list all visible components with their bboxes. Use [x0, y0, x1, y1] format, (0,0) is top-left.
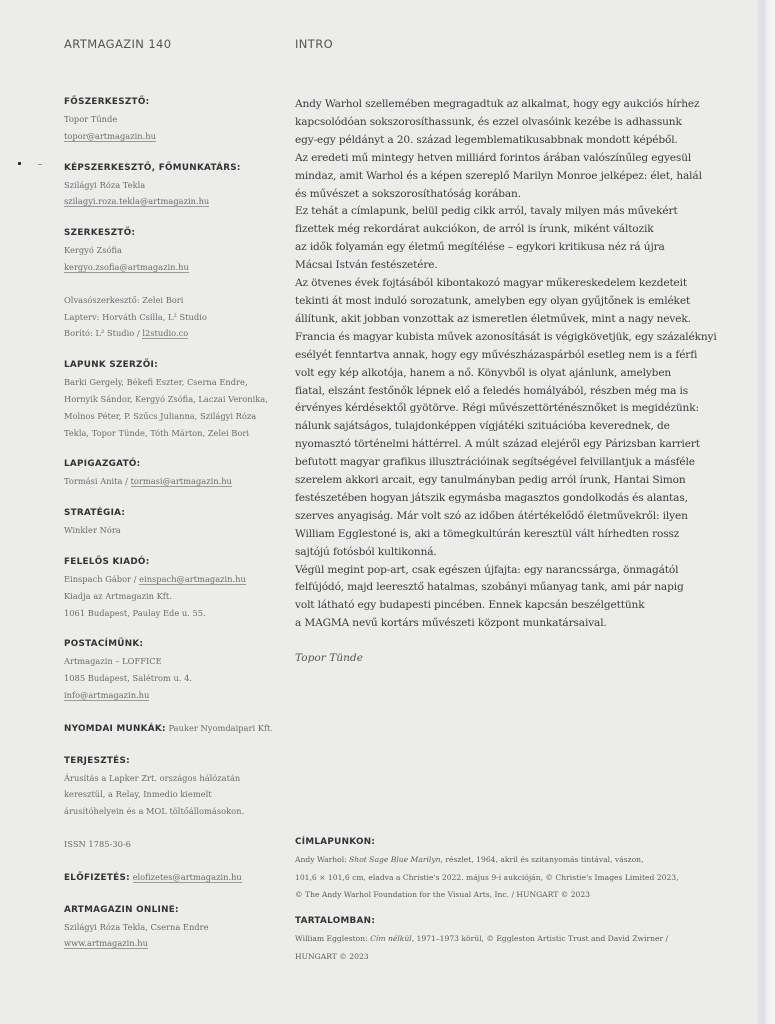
section-title: SZERKESZTŐ:: [64, 228, 136, 239]
intro-line: fiatal, elszánt festőnők lépnek elő a feledés homályából, részben még ma is: [295, 384, 689, 397]
intro-line: festészetében hogyan játszik egymásba magasztos gondolkodás és alantas,: [295, 491, 688, 504]
copy-editor-line: Olvasószerkesztő: Zelei Bori: [64, 294, 184, 305]
intro-article: [295, 96, 725, 664]
section-title: POSTACÍMÜNK:: [64, 639, 144, 650]
person-name: Winkler Nóra: [64, 525, 121, 536]
intro-line: szerves anyagiság. Már volt szó az időben átértékelődő életművekről: ilyen: [295, 509, 688, 522]
person-name: Tormási Anita /: [64, 476, 131, 487]
intro-line: Végül megint pop-art, csak egészen újfajta: egy narancssárga, önmagától: [295, 563, 679, 576]
intro-line: Mácsai István festészetére.: [295, 259, 438, 272]
intro-line: Ez tehát a címlapunk, belül pedig cikk arról, tavaly milyen más művekért: [295, 205, 678, 218]
masthead-director: [64, 457, 294, 490]
credit-line: © The Andy Warhol Foundation for the Visual Arts, Inc. / HUNGART © 2023: [295, 890, 591, 899]
intro-line: esélyét fenntartva annak, hogy egy művészházaspárból esetleg nem is a férfi: [295, 348, 698, 361]
cover-design-line: [64, 325, 294, 342]
masthead-editor-in-chief: [64, 95, 294, 145]
credit-details: , 1971–1973 körül, © Eggleston Artistic Trust and David Zwirner /: [411, 934, 669, 943]
author-signature: Topor Tünde: [295, 652, 363, 665]
page-spine-shadow: [757, 0, 775, 1024]
masthead-distribution: [64, 754, 294, 820]
intro-line: az idők folyamán egy életmű megítélése – egykori kritikusa néz rá újra: [295, 241, 665, 254]
section-title: TERJESZTÉS:: [64, 755, 130, 766]
authors-line: Hornyik Sándor, Kergyó Zsófia, Laczai Veronika,: [64, 393, 268, 404]
distribution-line: árusítóhelyein és a MOL töltőállomásokon.: [64, 806, 245, 817]
intro-line: Az eredeti mű mintegy hetven milliárd forintos árában valószínűleg egyesül: [295, 151, 692, 164]
section-title: TARTALOMBAN:: [295, 916, 376, 926]
intro-line: sajtójú fotósból kultikonná.: [295, 545, 437, 558]
intro-line: egy-egy példányt a 20. század legemblematikusabbnak mondott képéből.: [295, 133, 678, 146]
intro-line: Andy Warhol szellemében megragadtuk az alkalmat, hogy egy aukciós hírhez: [295, 98, 700, 110]
artwork-title: Cím nélkül: [370, 934, 412, 943]
section-title: LAPUNK SZERZŐI:: [64, 360, 158, 371]
issn: ISSN 1785-30-6: [64, 838, 131, 849]
section-title: LAPIGAZGATÓ:: [64, 459, 141, 470]
intro-line: érvényes kérdésektől gyötörve. Régi művészettörténésznőket is megidézünk:: [295, 402, 699, 415]
cover-credits: [295, 835, 735, 904]
intro-body: [295, 96, 725, 633]
masthead-online: [64, 903, 294, 953]
cover-design-label: Borító: L² Studio /: [64, 328, 143, 339]
artwork-title: Shot Sage Blue Marilyn: [349, 855, 441, 864]
intro-line: mindaz, amit Warhol és a képen szereplő Marilyn Monroe jelképez: élet, halál: [295, 169, 702, 182]
masthead: [64, 95, 294, 968]
section-title: NYOMDAI MUNKÁK:: [64, 723, 166, 734]
credit-line: [295, 930, 735, 948]
person-name: Topor Tünde: [64, 114, 118, 124]
email-link[interactable]: tormasi@artmagazin.hu: [130, 476, 232, 487]
credit-details: , részlet, 1964, akril és szitanyomás tintával, vászon,: [440, 855, 644, 864]
intro-line: állítunk, akit jobban vonzottak az ismeretlen életművek, mint a nagy nevek.: [295, 312, 691, 325]
email-link[interactable]: topor@artmagazin.hu: [64, 130, 156, 141]
running-head-issue: ARTMAGAZIN 140: [64, 37, 172, 51]
email-link[interactable]: einspach@artmagazin.hu: [139, 573, 246, 584]
email-link[interactable]: kergyo.zsofia@artmagazin.hu: [64, 261, 189, 272]
studio-link[interactable]: l2studio.co: [142, 328, 189, 339]
layout-line: Lapterv: Horváth Csilla, L² Studio: [64, 311, 207, 322]
section-title: CÍMLAPUNKON:: [295, 837, 376, 847]
credit-line: HUNGART © 2023: [295, 951, 369, 961]
credit-artist: William Eggleston:: [295, 934, 371, 943]
section-title: FŐSZERKESZTŐ:: [64, 97, 150, 107]
masthead-publisher: [64, 555, 294, 621]
masthead-staff: [64, 292, 294, 342]
section-title: ARTMAGAZIN ONLINE:: [64, 904, 179, 915]
intro-line: Az ötvenes évek fojtásából kibontakozó magyar műkereskedelem kezdeteit: [295, 277, 688, 290]
masthead-subscription: [64, 869, 294, 887]
authors-line: Tekla, Topor Tünde, Tóth Márton, Zelei Bori: [64, 427, 250, 438]
intro-line: Francia és magyar kubista művek azonosítását is végigkövetjük, egy százaléknyi: [295, 330, 717, 343]
intro-line: William Egglestoné is, aki a tömegkultúrán keresztül vált hírhedten rossz: [295, 527, 680, 540]
credit-artist: Andy Warhol:: [295, 855, 350, 864]
credit-line: 101,6 × 101,6 cm, eladva a Christie's 2022. május 9-i aukcióján, © Christie's Images Limited 2023,: [295, 872, 679, 882]
section-title: KÉPSZERKESZTŐ, FŐMUNKATÁRS:: [64, 162, 241, 173]
masthead-printing: [64, 720, 294, 738]
masthead-authors: [64, 358, 294, 441]
intro-line: felfújódó, majd leeresztő hatalmas, szobányi műanyag tank, ami pár napig: [295, 581, 684, 594]
authors-line: Molnos Péter, P. Szűcs Julianna, Szilágyi Róza: [64, 410, 257, 421]
printer-name: Pauker Nyomdaipari Kft.: [168, 722, 273, 733]
distribution-line: Árusítás a Lapker Zrt. országos hálózatán: [64, 772, 241, 783]
print-speck: [18, 162, 21, 165]
intro-line: volt egy kép alkotója, hanem a nő. Könyvből is olyat ajánlunk, amelyben: [295, 366, 672, 379]
online-editors: Szilágyi Róza Tekla, Cserna Endre: [64, 921, 209, 932]
intro-line: befutott magyar grafikus illusztrációinak segítségével felvillantjuk a másféle: [295, 456, 695, 469]
intro-line: nálunk sajátságos, tulajdonképpen vígjátéki szituációba keverednek, de: [295, 420, 670, 433]
print-speck: [38, 164, 42, 165]
person-name: Kergyó Zsófia: [64, 245, 122, 256]
intro-line: és művészet a sokszorosíthatóság korában.: [295, 187, 521, 200]
website-link[interactable]: www.artmagazin.hu: [64, 938, 148, 949]
contents-credits: [295, 914, 735, 965]
authors-line: Barki Gergely, Békefi Eszter, Cserna Endre,: [64, 377, 248, 388]
masthead-postal-address: [64, 637, 294, 703]
postal-address: 1085 Budapest, Salétrom u. 4.: [64, 673, 193, 684]
section-title: FELELŐS KIADÓ:: [64, 556, 150, 567]
masthead-issn: [64, 836, 294, 853]
person-name: Szilágyi Róza Tekla: [64, 179, 146, 190]
section-title: STRATÉGIA:: [64, 508, 126, 519]
section-title: ELŐFIZETÉS:: [64, 872, 130, 883]
person-name: Einspach Gábor /: [64, 573, 140, 584]
masthead-photo-editor: [64, 161, 294, 211]
distribution-line: keresztül, a Relay, Inmedio kiemelt: [64, 789, 212, 800]
email-link[interactable]: szilagyi.roza.tekla@artmagazin.hu: [64, 196, 210, 207]
publisher-line: Kiadja az Artmagazin Kft.: [64, 590, 172, 601]
publisher-address: 1061 Budapest, Paulay Ede u. 55.: [64, 607, 206, 618]
intro-line: tekinti át most induló sorozatunk, amelyben egy olyan gyűjtőnek is emléket: [295, 294, 691, 307]
email-link[interactable]: elofizetes@artmagazin.hu: [132, 871, 242, 882]
masthead-editor: [64, 226, 294, 276]
running-head-section: INTRO: [295, 37, 334, 51]
credit-line: [295, 851, 735, 869]
intro-line: kapcsolódóan sokszorosíthassunk, és ezzel olvasóink kezébe is adhassunk: [295, 115, 682, 128]
postal-line: Artmagazin – LOFFICE: [64, 656, 162, 667]
intro-line: a MAGMA nevű kortárs művészeti központ munkatársaival.: [295, 617, 607, 630]
intro-line: szerelem akkori arcait, egy tanulmányban pedig arról írunk, Hantai Simon: [295, 474, 686, 487]
email-link[interactable]: info@artmagazin.hu: [64, 689, 150, 700]
intro-line: nyomasztó történelmi háttérrel. A múlt század elejéről egy Párizsban karriert: [295, 438, 700, 451]
intro-line: fizettek még rekordárat aukciókon, de arról is írunk, miként változik: [295, 223, 654, 236]
intro-line: volt látható egy budapesti pincében. Ennek kapcsán beszélgettünk: [295, 599, 645, 612]
masthead-strategy: [64, 506, 294, 539]
